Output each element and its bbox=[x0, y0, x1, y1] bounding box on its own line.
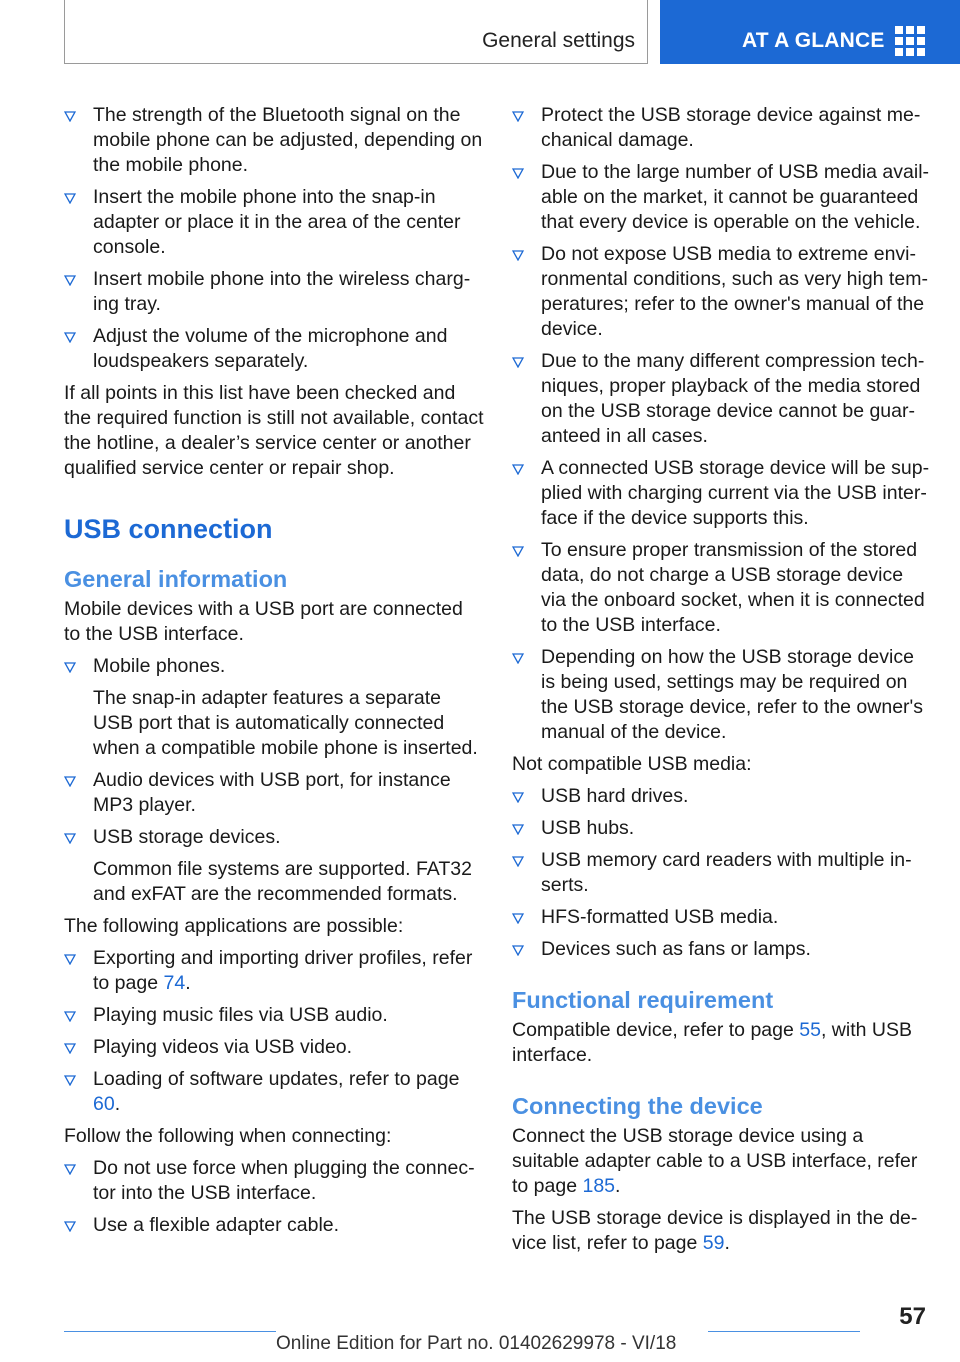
page-link-185[interactable]: 185 bbox=[582, 1175, 616, 1197]
triangle-bullet-icon bbox=[64, 1043, 76, 1054]
list-item: Use a flexible adapter cable. bbox=[64, 1213, 484, 1238]
header-chapter-bar[interactable] bbox=[660, 0, 960, 64]
list-item-detail: The snap-in adapter features a separate USB port that is automatically connected when a compatible mobile phone is inserted. bbox=[93, 687, 478, 759]
list-item: Playing videos via USB video. bbox=[64, 1035, 484, 1060]
list-item: USB hard drives. bbox=[512, 784, 932, 809]
paragraph-device-list: The USB storage device is displayed in the device list, refer to page 59. bbox=[512, 1207, 918, 1254]
heading-general-information: General information bbox=[64, 566, 288, 592]
triangle-bullet-icon bbox=[512, 250, 524, 261]
footer-edition: Online Edition for Part no. 01402629978 - VI/18 bbox=[276, 1333, 677, 1354]
list-item: Protect the USB storage device against mechanical damage. bbox=[512, 103, 932, 153]
triangle-bullet-icon bbox=[512, 913, 524, 924]
list-item: USB memory card readers with multiple inserts. bbox=[512, 848, 932, 898]
grid-icon bbox=[895, 26, 925, 54]
triangle-bullet-icon bbox=[512, 546, 524, 557]
triangle-bullet-icon bbox=[512, 792, 524, 803]
paragraph-connect-device: Connect the USB storage device using a suitable adapter cable to a USB interface, refer to page 185. bbox=[512, 1125, 918, 1197]
triangle-bullet-icon bbox=[64, 332, 76, 343]
incompatible-media-list bbox=[512, 784, 932, 962]
list-item: Depending on how the USB storage device is being used, settings may be required on the USB storage device, refer to the owner's manual of the device. bbox=[512, 645, 932, 745]
page-link-59[interactable]: 59 bbox=[702, 1232, 725, 1254]
triangle-bullet-icon bbox=[512, 824, 524, 835]
list-item: Exporting and importing driver profiles, refer to page 74. bbox=[64, 946, 484, 996]
triangle-bullet-icon bbox=[64, 193, 76, 204]
paragraph-applications: The following applications are possible: bbox=[64, 915, 404, 937]
list-item: USB hubs. bbox=[512, 816, 932, 841]
heading-connecting-the-device: Connecting the device bbox=[512, 1093, 763, 1119]
bluetooth-checklist bbox=[64, 103, 484, 374]
paragraph-compatible-device: Compatible device, refer to page 55, with USB interface. bbox=[512, 1019, 912, 1066]
header-section-title: General settings bbox=[482, 29, 635, 52]
triangle-bullet-icon bbox=[512, 945, 524, 956]
list-item: A connected USB storage device will be supplied with charging current via the USB interface if the device supports this. bbox=[512, 456, 932, 531]
right-column bbox=[512, 103, 932, 1263]
page-link-55[interactable]: 55 bbox=[799, 1019, 821, 1041]
paragraph-contact: If all points in this list have been checked and the required function is still not available, contact the hotline, a dealer’s service center or another qualified service center or repair shop. bbox=[64, 382, 484, 479]
applications-list bbox=[64, 946, 484, 1117]
heading-usb-connection: USB connection bbox=[64, 514, 273, 544]
triangle-bullet-icon bbox=[512, 856, 524, 867]
connecting-list bbox=[64, 1156, 484, 1238]
list-item: Insert mobile phone into the wireless charging tray. bbox=[64, 267, 484, 317]
device-list bbox=[64, 654, 484, 907]
list-item: Do not expose USB media to extreme environmental conditions, such as very high temperatures; refer to the owner's manual of the device. bbox=[512, 242, 932, 342]
list-item: Due to the many different compression techniques, proper playback of the media stored on the USB storage device cannot be guaranteed in all cases. bbox=[512, 349, 932, 449]
triangle-bullet-icon bbox=[64, 833, 76, 844]
paragraph-not-compatible: Not compatible USB media: bbox=[512, 753, 752, 775]
page-link-60[interactable]: 60 bbox=[93, 1093, 115, 1115]
header-chapter-title: AT A GLANCE bbox=[742, 29, 885, 52]
left-column bbox=[64, 103, 484, 1245]
list-item: Loading of software updates, refer to page 60. bbox=[64, 1067, 484, 1117]
list-item: Adjust the volume of the microphone and loudspeakers separately. bbox=[64, 324, 484, 374]
list-item: To ensure proper transmission of the stored data, do not charge a USB storage device via the onboard socket, when it is connected to the USB interface. bbox=[512, 538, 932, 638]
list-item: Due to the large number of USB media available on the market, it cannot be guaranteed that every device is operable on the vehicle. bbox=[512, 160, 932, 235]
triangle-bullet-icon bbox=[64, 776, 76, 787]
footer-rule-left bbox=[64, 1331, 276, 1332]
heading-functional-requirement: Functional requirement bbox=[512, 987, 774, 1013]
triangle-bullet-icon bbox=[64, 1221, 76, 1232]
list-item: USB storage devices. Common file systems are supported. FAT32 and exFAT are the recommended formats. bbox=[64, 825, 484, 907]
triangle-bullet-icon bbox=[512, 111, 524, 122]
triangle-bullet-icon bbox=[64, 662, 76, 673]
triangle-bullet-icon bbox=[64, 111, 76, 122]
list-item: Playing music files via USB audio. bbox=[64, 1003, 484, 1028]
triangle-bullet-icon bbox=[512, 357, 524, 368]
triangle-bullet-icon bbox=[64, 1011, 76, 1022]
triangle-bullet-icon bbox=[64, 1164, 76, 1175]
triangle-bullet-icon bbox=[64, 1075, 76, 1086]
list-item-detail: Common file systems are supported. FAT32 and exFAT are the recommended formats. bbox=[93, 858, 472, 905]
list-item: Devices such as fans or lamps. bbox=[512, 937, 932, 962]
triangle-bullet-icon bbox=[512, 653, 524, 664]
page-link-74[interactable]: 74 bbox=[163, 972, 186, 994]
paragraph-usb-intro: Mobile devices with a USB port are connected to the USB interface. bbox=[64, 598, 463, 645]
triangle-bullet-icon bbox=[512, 168, 524, 179]
header-section-box bbox=[64, 0, 648, 64]
list-item: Audio devices with USB port, for instance MP3 player. bbox=[64, 768, 484, 818]
triangle-bullet-icon bbox=[64, 275, 76, 286]
list-item: Insert the mobile phone into the snap-in adapter or place it in the area of the center console. bbox=[64, 185, 484, 260]
triangle-bullet-icon bbox=[512, 464, 524, 475]
list-item: Mobile phones. The snap-in adapter features a separate USB port that is automatically connected when a compatible mobile phone is inserted. bbox=[64, 654, 484, 761]
list-item: The strength of the Bluetooth signal on the mobile phone can be adjusted, depending on the mobile phone. bbox=[64, 103, 484, 178]
list-item: HFS-formatted USB media. bbox=[512, 905, 932, 930]
footer-rule-right bbox=[708, 1331, 860, 1332]
triangle-bullet-icon bbox=[64, 954, 76, 965]
page-number: 57 bbox=[899, 1303, 926, 1330]
paragraph-connecting: Follow the following when connecting: bbox=[64, 1125, 392, 1147]
usb-notes-list bbox=[512, 103, 932, 745]
list-item: Do not use force when plugging the connector into the USB interface. bbox=[64, 1156, 484, 1206]
